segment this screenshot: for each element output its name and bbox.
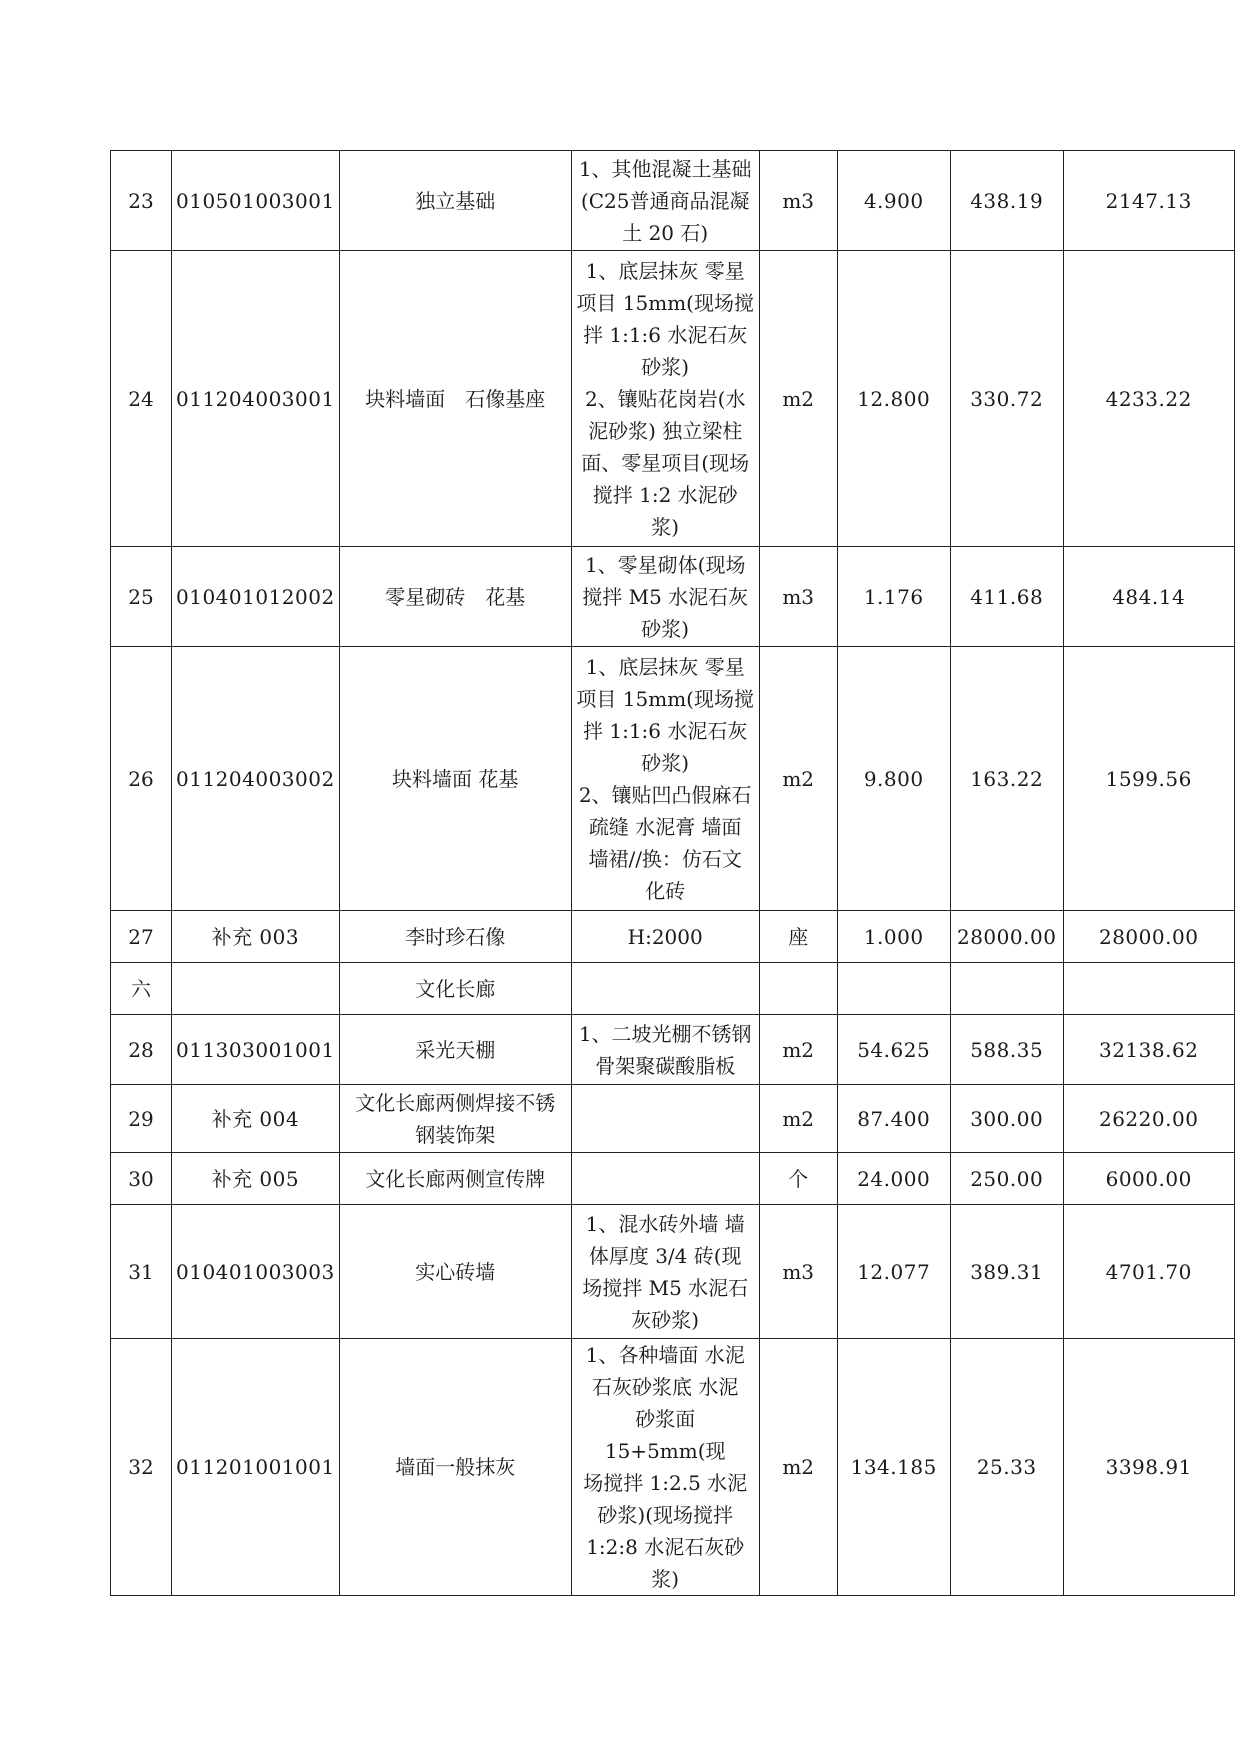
item-code: 011204003001: [172, 251, 340, 547]
item-quantity: 54.625: [837, 1015, 950, 1085]
table-row: [111, 1339, 1235, 1596]
item-quantity: 12.077: [837, 1205, 950, 1339]
item-code: 010401003003: [172, 1205, 340, 1339]
item-code: 011303001001: [172, 1015, 340, 1085]
item-unit: m2: [759, 647, 837, 911]
item-description: 1、二坡光棚不锈钢 骨架聚碳酸脂板: [571, 1015, 759, 1085]
item-unit: m2: [759, 1085, 837, 1153]
item-total: 26220.00: [1063, 1085, 1234, 1153]
item-unit-price: 25.33: [950, 1339, 1063, 1596]
item-name: 块料墙面 石像基座: [339, 251, 571, 547]
item-description: 1、混水砖外墙 墙 体厚度 3/4 砖(现 场搅拌 M5 水泥石 灰砂浆): [571, 1205, 759, 1339]
item-unit: m2: [759, 1015, 837, 1085]
item-number: 29: [111, 1085, 172, 1153]
item-quantity: 24.000: [837, 1153, 950, 1205]
item-unit: [759, 963, 837, 1015]
item-description: 1、零星砌体(现场 搅拌 M5 水泥石灰 砂浆): [571, 547, 759, 647]
bill-of-quantities-table: [110, 150, 1235, 1596]
item-name: 文化长廊: [339, 963, 571, 1015]
table-row: [111, 251, 1235, 547]
item-unit: 个: [759, 1153, 837, 1205]
item-unit-price: 163.22: [950, 647, 1063, 911]
item-code: 010401012002: [172, 547, 340, 647]
item-total: 6000.00: [1063, 1153, 1234, 1205]
item-description: [571, 1085, 759, 1153]
item-number: 31: [111, 1205, 172, 1339]
item-number: 28: [111, 1015, 172, 1085]
item-description: [571, 1153, 759, 1205]
item-code: 补充 005: [172, 1153, 340, 1205]
item-total: 32138.62: [1063, 1015, 1234, 1085]
item-quantity: [837, 963, 950, 1015]
item-quantity: 12.800: [837, 251, 950, 547]
item-name: 实心砖墙: [339, 1205, 571, 1339]
item-total: 1599.56: [1063, 647, 1234, 911]
item-unit-price: 28000.00: [950, 911, 1063, 963]
item-quantity: 9.800: [837, 647, 950, 911]
table-row: [111, 547, 1235, 647]
item-total: 4701.70: [1063, 1205, 1234, 1339]
item-unit-price: 250.00: [950, 1153, 1063, 1205]
table-row: [111, 1085, 1235, 1153]
item-total: [1063, 963, 1234, 1015]
item-unit: m3: [759, 547, 837, 647]
item-code: 补充 004: [172, 1085, 340, 1153]
item-description: 1、底层抹灰 零星 项目 15mm(现场搅 拌 1:1:6 水泥石灰 砂浆) 2、镶贴花岗岩(水 泥砂浆) 独立梁柱 面、零星项目(现场 搅拌 1:2 水泥砂 浆): [571, 251, 759, 547]
item-quantity: 4.900: [837, 151, 950, 251]
item-number: 26: [111, 647, 172, 911]
item-unit-price: 588.35: [950, 1015, 1063, 1085]
table-row: [111, 1205, 1235, 1339]
table-row: [111, 151, 1235, 251]
item-code: 011204003002: [172, 647, 340, 911]
table-row: [111, 1015, 1235, 1085]
item-name: 零星砌砖 花基: [339, 547, 571, 647]
item-name: 文化长廊两侧焊接不锈 钢装饰架: [339, 1085, 571, 1153]
item-unit: m3: [759, 1205, 837, 1339]
item-unit-price: 411.68: [950, 547, 1063, 647]
item-quantity: 1.000: [837, 911, 950, 963]
item-unit-price: 330.72: [950, 251, 1063, 547]
item-number: 24: [111, 251, 172, 547]
item-total: 2147.13: [1063, 151, 1234, 251]
item-quantity: 87.400: [837, 1085, 950, 1153]
item-description: 1、各种墙面 水泥 石灰砂浆底 水泥 砂浆面 15+5mm(现 场搅拌 1:2.5 水泥 砂浆)(现场搅拌 1:2:8 水泥石灰砂 浆): [571, 1339, 759, 1596]
item-quantity: 134.185: [837, 1339, 950, 1596]
item-name: 采光天棚: [339, 1015, 571, 1085]
item-description: 1、其他混凝土基础 (C25普通商品混凝 土 20 石): [571, 151, 759, 251]
item-unit-price: [950, 963, 1063, 1015]
item-unit-price: 438.19: [950, 151, 1063, 251]
item-description: 1、底层抹灰 零星 项目 15mm(现场搅 拌 1:1:6 水泥石灰 砂浆) 2、镶贴凹凸假麻石 疏缝 水泥膏 墙面 墙裙//换：仿石文 化砖: [571, 647, 759, 911]
item-total: 4233.22: [1063, 251, 1234, 547]
item-number: 25: [111, 547, 172, 647]
item-number: 23: [111, 151, 172, 251]
item-name: 独立基础: [339, 151, 571, 251]
item-unit: m2: [759, 1339, 837, 1596]
table-row: [111, 647, 1235, 911]
table-row: [111, 1153, 1235, 1205]
item-description: [571, 963, 759, 1015]
table-row: [111, 963, 1235, 1015]
item-quantity: 1.176: [837, 547, 950, 647]
item-code: [172, 963, 340, 1015]
item-unit: m2: [759, 251, 837, 547]
item-code: 011201001001: [172, 1339, 340, 1596]
item-name: 墙面一般抹灰: [339, 1339, 571, 1596]
item-description: H:2000: [571, 911, 759, 963]
item-total: 28000.00: [1063, 911, 1234, 963]
item-code: 010501003001: [172, 151, 340, 251]
item-unit: 座: [759, 911, 837, 963]
item-unit-price: 300.00: [950, 1085, 1063, 1153]
item-total: 3398.91: [1063, 1339, 1234, 1596]
item-unit: m3: [759, 151, 837, 251]
item-number: 27: [111, 911, 172, 963]
item-number: 30: [111, 1153, 172, 1205]
item-unit-price: 389.31: [950, 1205, 1063, 1339]
item-name: 李时珍石像: [339, 911, 571, 963]
item-code: 补充 003: [172, 911, 340, 963]
item-number: 32: [111, 1339, 172, 1596]
item-name: 块料墙面 花基: [339, 647, 571, 911]
item-name: 文化长廊两侧宣传牌: [339, 1153, 571, 1205]
table-row: [111, 911, 1235, 963]
item-number: 六: [111, 963, 172, 1015]
item-total: 484.14: [1063, 547, 1234, 647]
